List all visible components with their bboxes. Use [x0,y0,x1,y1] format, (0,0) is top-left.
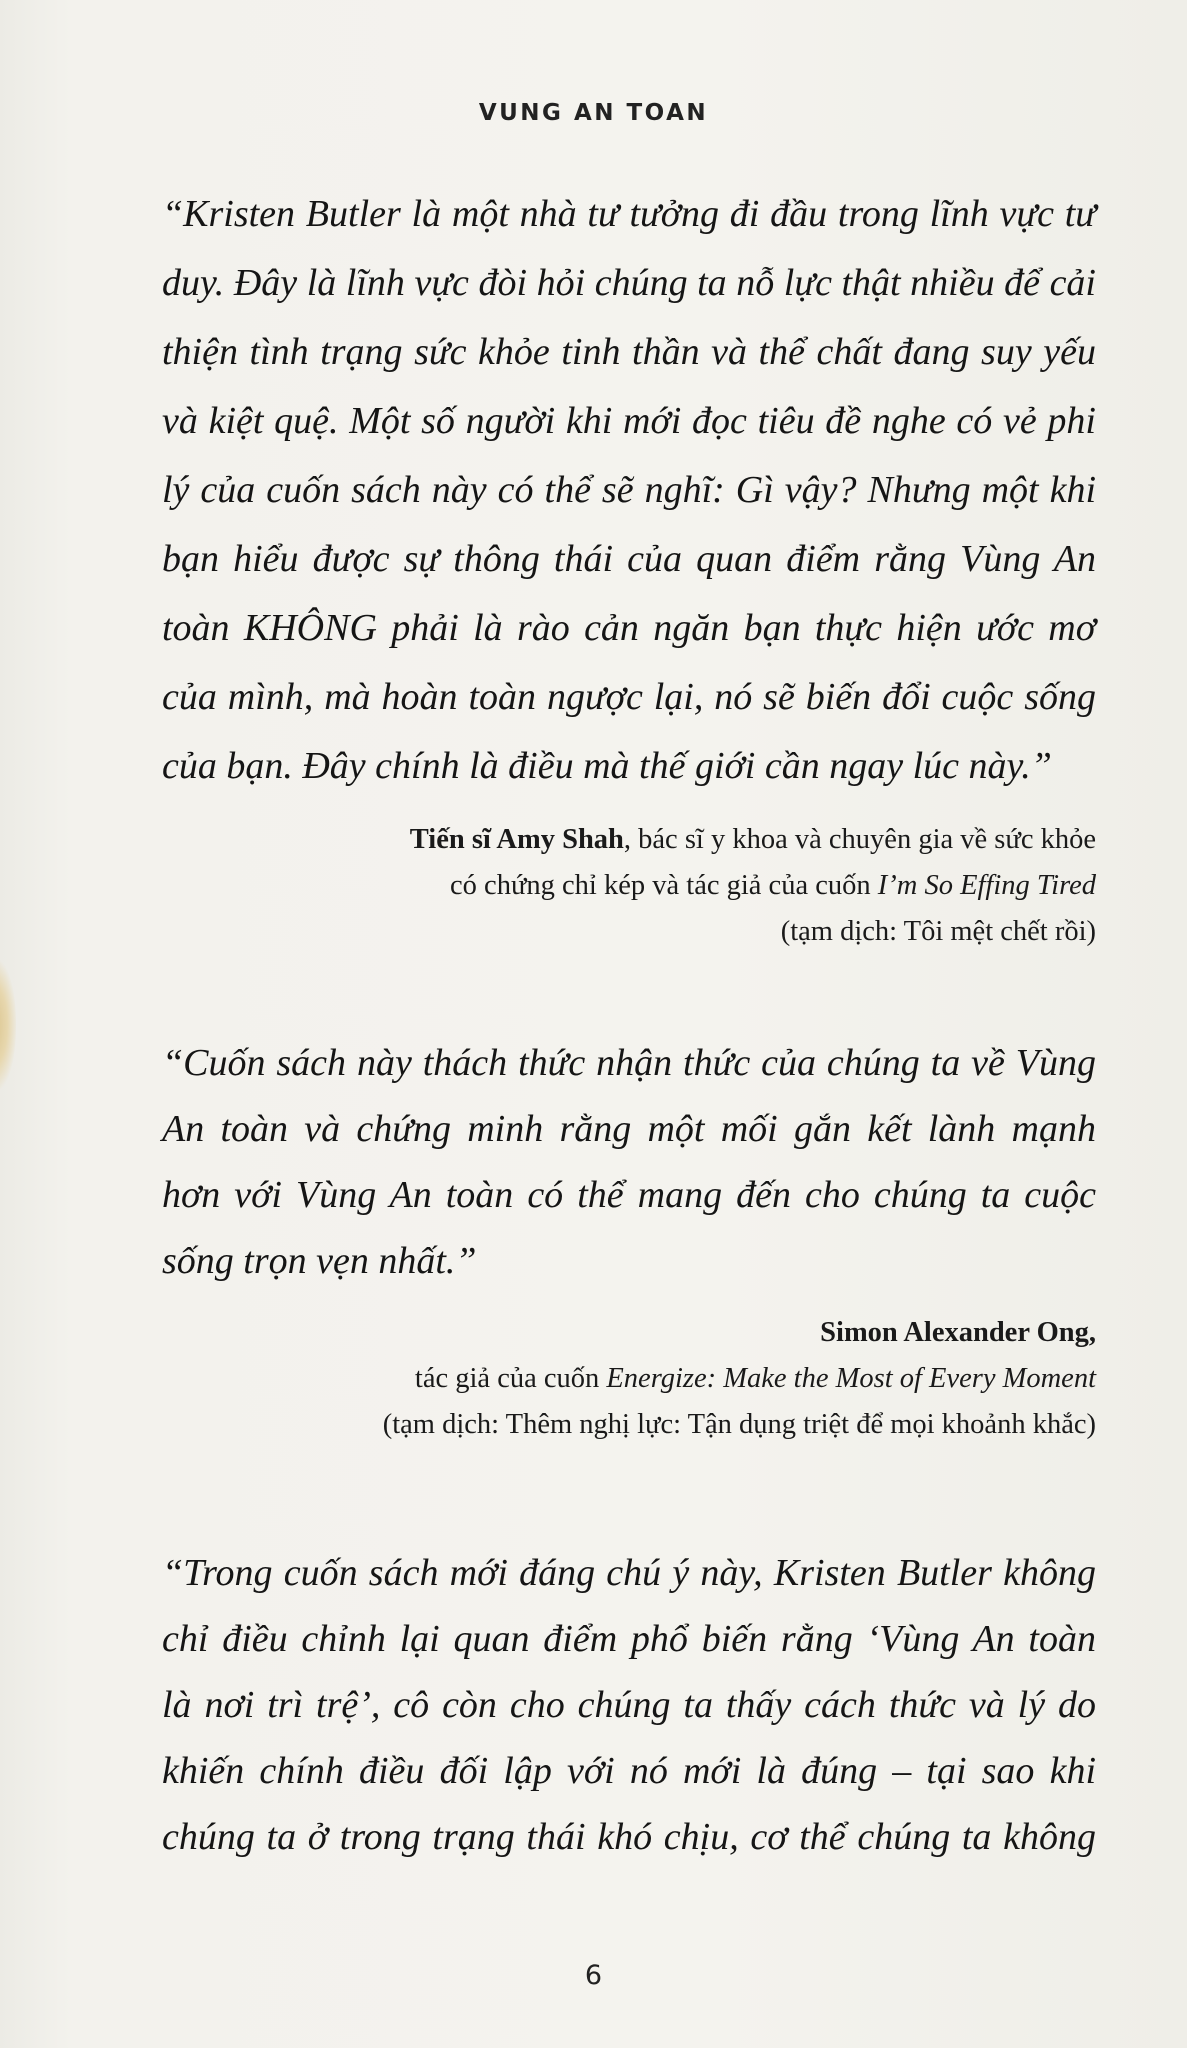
quote-block-kristen-butler-review [162,1540,1096,1870]
quote-line: “Kristen Butler là một nhà tư tưởng đi đầu trong lĩnh vực tư [162,193,1096,235]
attribution-line [162,863,1096,909]
running-head: VUNG AN TOAN [478,100,709,126]
quote-line: của bạn. Đây chính là điều mà thế giới cần ngay lúc này.” [162,745,1052,787]
quote-line: An toàn và chứng minh rằng một mối gắn kết lành mạnh [162,1108,1096,1150]
attribution-line [162,1310,1096,1356]
page-edge-stain [0,960,16,1090]
author-credit: có chứng chỉ kép và tác giả của cuốn [450,870,878,901]
quote-line: chỉ điều chỉnh lại quan điểm phổ biến rằng ‘Vùng An toàn [162,1618,1096,1660]
author-title: , bác sĩ y khoa và chuyên gia về sức khỏe [623,824,1096,855]
quote-line: của mình, mà hoàn toàn ngược lại, nó sẽ biến đổi cuộc sống [162,676,1096,718]
quote-line: khiến chính điều đối lập với nó mới là đúng – tại sao khi [162,1750,1096,1792]
quote-line: hơn với Vùng An toàn có thể mang đến cho chúng ta cuộc [162,1174,1096,1216]
quote-line: chúng ta ở trong trạng thái khó chịu, cơ thể chúng ta không [162,1816,1096,1858]
quote-line: sống trọn vẹn nhất.” [162,1240,477,1282]
book-title: Energize: Make the Most of Every Moment [606,1363,1096,1394]
quote-line: toàn KHÔNG phải là rào cản ngăn bạn thực hiện ước mơ [162,607,1096,649]
attribution-translation: (tạm dịch: Tôi mệt chết rồi) [780,916,1096,947]
quote-line: “Trong cuốn sách mới đáng chú ý này, Kristen Butler không [162,1552,1096,1594]
quote-line: lý của cuốn sách này có thể sẽ nghĩ: Gì vậy? Nhưng một khi [162,469,1096,511]
quote-line: “Cuốn sách này thách thức nhận thức của chúng ta về Vùng [162,1042,1096,1084]
quote-line: thiện tình trạng sức khỏe tinh thần và thể chất đang suy yếu [162,331,1096,373]
quote-block-amy-shah [162,180,1096,955]
book-title: I’m So Effing Tired [877,870,1096,901]
quote-line: duy. Đây là lĩnh vực đòi hỏi chúng ta nỗ lực thật nhiều để cải [162,262,1096,304]
quote-text [162,1540,1096,1870]
quote-attribution [162,1310,1096,1448]
quote-line: bạn hiểu được sự thông thái của quan điểm rằng Vùng An [162,538,1096,580]
attribution-line [162,817,1096,863]
quote-line: và kiệt quệ. Một số người khi mới đọc tiêu đề nghe có vẻ phi [162,400,1096,442]
quote-block-simon-ong [162,1030,1096,1448]
quote-text [162,180,1096,801]
author-name: Tiến sĩ Amy Shah [409,824,624,855]
quote-text [162,1030,1096,1294]
author-name: Simon Alexander Ong, [820,1317,1096,1348]
author-credit: tác giả của cuốn [414,1363,607,1394]
attribution-translation: (tạm dịch: Thêm nghị lực: Tận dụng triệt để mọi khoảnh khắc) [382,1409,1096,1440]
attribution-line [162,1356,1096,1402]
quote-line: là nơi trì trệ’, cô còn cho chúng ta thấy cách thức và lý do [162,1684,1096,1726]
page-number: 6 [584,1960,603,1991]
quote-attribution [162,817,1096,955]
